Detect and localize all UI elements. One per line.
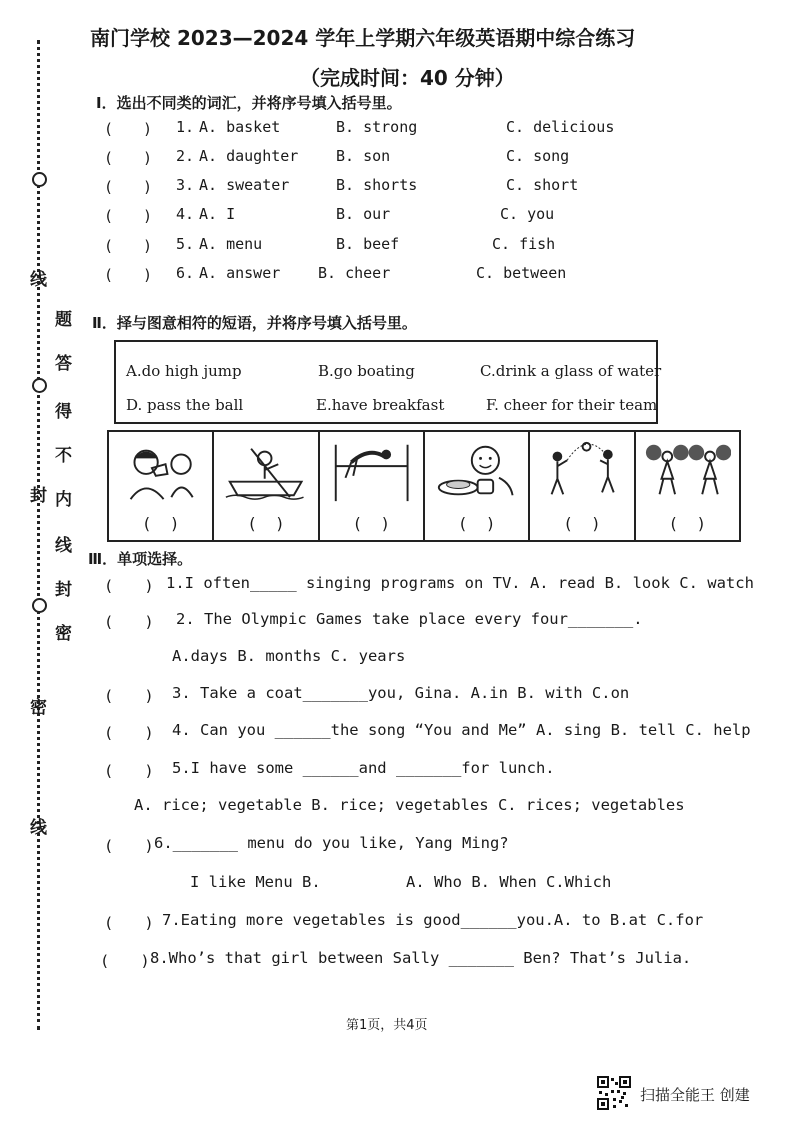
binding-char: 答 [55, 354, 72, 374]
phrase-options-box [114, 340, 662, 424]
picture-answer-paren[interactable]: ( ) [670, 514, 705, 533]
option-b: B. strong [336, 118, 418, 136]
binding-char: 不 [55, 446, 72, 466]
option-b: B. cheer [318, 264, 391, 282]
picture-cell [636, 432, 739, 540]
picture-cell [425, 432, 530, 540]
answer-paren[interactable]: ( ) [104, 914, 154, 932]
option-a: A. I [199, 205, 236, 223]
option-a: A. answer [199, 264, 281, 282]
question-number: 4. [176, 205, 195, 223]
question-row [104, 147, 744, 171]
cheerleaders-icon [644, 438, 731, 504]
answer-paren[interactable]: ( ) [104, 577, 154, 595]
binding-char: 密 [30, 698, 47, 718]
question-number: 2. [176, 147, 195, 165]
picture-cell [214, 432, 319, 540]
binding-char: 线 [30, 270, 47, 290]
phrase-option: F. cheer for their team [486, 396, 658, 414]
option-a: A. daughter [199, 147, 299, 165]
question-text: 1.I often_____ singing programs on TV. A. read B. look C. watch [166, 574, 754, 592]
section-1-heading: Ⅰ．选出不同类的词汇，并将序号填入括号里。 [96, 94, 402, 112]
picture-answer-paren[interactable]: ( ) [354, 514, 389, 533]
question-row [104, 235, 744, 259]
question-answer-line: I like Menu B. [190, 873, 321, 891]
answer-paren[interactable]: ( ) [100, 952, 150, 970]
binding-char: 线 [30, 818, 47, 838]
phrase-option: B.go boating [318, 362, 415, 380]
question-text: 4. Can you ______the song “You and Me” A. sing B. tell C. help [172, 721, 751, 739]
picture-answer-paren[interactable]: ( ) [249, 514, 283, 533]
binding-char: 线 [55, 536, 72, 556]
phrase-option: E.have breakfast [316, 396, 445, 414]
binding-hole [32, 172, 47, 187]
picture-cell [530, 432, 635, 540]
page-title: 南门学校 2023—2024 学年上学期六年级英语期中综合练习 [90, 26, 636, 50]
binding-char: 内 [55, 490, 72, 510]
answer-paren[interactable]: ( ) [104, 120, 153, 138]
option-a: A. basket [199, 118, 281, 136]
qr-code-icon [597, 1076, 631, 1110]
drinking-icon [117, 438, 204, 504]
section-2-heading: Ⅱ．择与图意相符的短语，并将序号填入括号里。 [92, 314, 417, 332]
answer-paren[interactable]: ( ) [104, 178, 153, 196]
binding-char: 题 [55, 310, 72, 330]
answer-paren[interactable]: ( ) [104, 149, 153, 167]
high-jump-icon [328, 438, 415, 504]
binding-hole [32, 378, 47, 393]
picture-answer-paren[interactable]: ( ) [565, 514, 599, 533]
question-text: 8.Who’s that girl between Sally _______ Ben? That’s Julia. [150, 949, 692, 967]
phrase-option: D. pass the ball [126, 396, 244, 414]
question-row [104, 176, 744, 200]
question-number: 5. [176, 235, 195, 253]
option-a: A. sweater [199, 176, 290, 194]
question-text: 2. The Olympic Games take place every four_______. [176, 610, 643, 628]
scanner-watermark: 扫描全能王 创建 [640, 1086, 750, 1104]
phrase-option: C.drink a glass of water [480, 362, 662, 380]
question-number: 1. [176, 118, 195, 136]
question-number: 6. [176, 264, 195, 282]
binding-char: 封 [30, 486, 47, 506]
answer-paren[interactable]: ( ) [104, 724, 154, 742]
option-c: C. delicious [506, 118, 615, 136]
question-options: A. rice; vegetable B. rice; vegetables C. rices; vegetables [134, 796, 685, 814]
question-text: 3. Take a coat_______you, Gina. A.in B. with C.on [172, 684, 630, 702]
question-text: 5.I have some ______and _______for lunch. [172, 759, 555, 777]
answer-paren[interactable]: ( ) [104, 762, 154, 780]
binding-dotted-line-left [37, 40, 40, 1030]
section-3-heading: Ⅲ．单项选择。 [88, 550, 193, 568]
answer-paren[interactable]: ( ) [104, 207, 153, 225]
breakfast-icon [433, 438, 520, 504]
option-c: C. song [506, 147, 570, 165]
binding-char: 得 [55, 402, 72, 422]
question-options: A.days B. months C. years [172, 647, 406, 665]
option-c: C. fish [492, 235, 556, 253]
answer-paren[interactable]: ( ) [104, 837, 154, 855]
picture-cell [320, 432, 425, 540]
question-text: 7.Eating more vegetables is good______you.A. to B.at C.for [162, 911, 704, 929]
answer-paren[interactable]: ( ) [104, 237, 153, 255]
time-limit: （完成时间：40 分钟） [300, 66, 515, 90]
pass-ball-icon [538, 438, 625, 504]
question-row [104, 205, 744, 229]
option-b: B. shorts [336, 176, 418, 194]
binding-margin [0, 0, 80, 1040]
picture-cell [109, 432, 214, 540]
question-text: 6._______ menu do you like, Yang Ming? [154, 834, 509, 852]
boating-icon [222, 438, 309, 504]
option-c: C. you [500, 205, 555, 223]
option-b: B. beef [336, 235, 400, 253]
answer-paren[interactable]: ( ) [104, 266, 153, 284]
picture-answer-paren[interactable]: ( ) [459, 514, 494, 533]
answer-paren[interactable]: ( ) [104, 613, 154, 631]
binding-hole [32, 598, 47, 613]
option-b: B. our [336, 205, 391, 223]
option-c: C. short [506, 176, 579, 194]
phrase-option: A.do high jump [126, 362, 242, 380]
picture-answer-paren[interactable]: ( ) [143, 514, 178, 533]
option-a: A. menu [199, 235, 263, 253]
question-row [104, 264, 744, 288]
answer-paren[interactable]: ( ) [104, 687, 154, 705]
question-row [104, 118, 744, 142]
binding-char: 封 [55, 580, 72, 600]
option-c: C. between [476, 264, 567, 282]
page-number: 第1页，共4页 [346, 1018, 428, 1033]
binding-char: 密 [55, 624, 72, 644]
question-number: 3. [176, 176, 195, 194]
question-options: A. Who B. When C.Which [406, 873, 612, 891]
option-b: B. son [336, 147, 391, 165]
picture-strip [107, 430, 741, 542]
